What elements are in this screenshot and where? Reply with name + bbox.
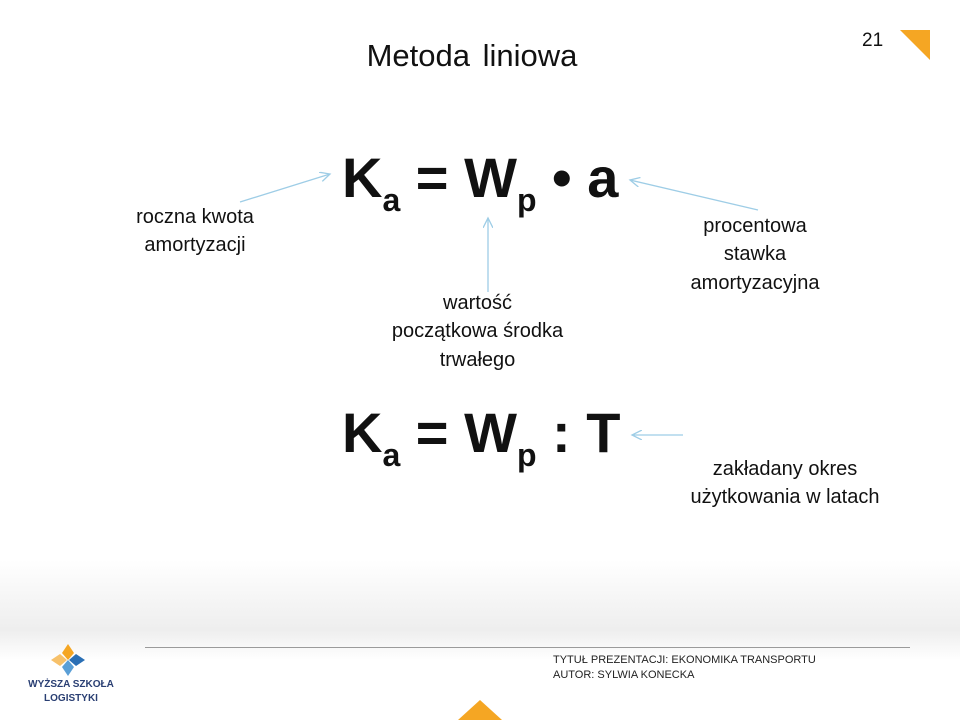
note-line: procentowa <box>703 215 807 237</box>
note-line: zakładany okres <box>712 458 858 480</box>
formula-equals: = <box>400 401 465 464</box>
formula-k: K <box>342 401 383 464</box>
note-line: trwałego <box>439 348 516 371</box>
note-line: amortyzacyjna <box>690 271 820 294</box>
formula-equals: = <box>400 146 465 209</box>
formula-w: W <box>464 401 517 464</box>
page-number: 21 <box>862 30 884 51</box>
footer-info <box>553 653 816 683</box>
logo-star-icon <box>50 643 86 677</box>
bottom-triangle-icon <box>458 700 502 720</box>
arrow-to-a <box>630 180 758 210</box>
footer-presentation-title: TYTUŁ PREZENTACJI: EKONOMIKA TRANSPORTU <box>553 654 816 666</box>
formula-k: K <box>342 146 383 209</box>
note-line: stawka <box>723 243 787 266</box>
formula-w-subscript: p <box>516 437 537 473</box>
slide-title: Metoda liniowa <box>366 38 578 73</box>
note-line: wartość <box>443 292 512 314</box>
formula-multiply: • <box>536 146 588 209</box>
note-line: amortyzacji <box>144 234 246 257</box>
note-line: początkowa środka <box>391 320 564 343</box>
formula-divide: : <box>536 401 587 464</box>
formula-w: W <box>464 146 517 209</box>
arrow-to-ka <box>240 174 330 202</box>
formula-k-subscript: a <box>382 182 401 218</box>
formula-rhs: a <box>587 146 619 209</box>
logo-line-1: WYŻSZA SZKOŁA <box>28 679 114 690</box>
formula-rhs: T <box>586 401 621 464</box>
note-line: roczna kwota <box>136 206 254 228</box>
footer-divider <box>145 647 910 648</box>
formula-w-subscript: p <box>516 182 537 218</box>
note-line: użytkowania w latach <box>690 486 880 509</box>
footer-author: AUTOR: SYLWIA KONECKA <box>553 669 695 681</box>
school-logo <box>16 643 126 713</box>
logo-line-2: LOGISTYKI <box>44 693 98 704</box>
formula-k-subscript: a <box>382 437 401 473</box>
